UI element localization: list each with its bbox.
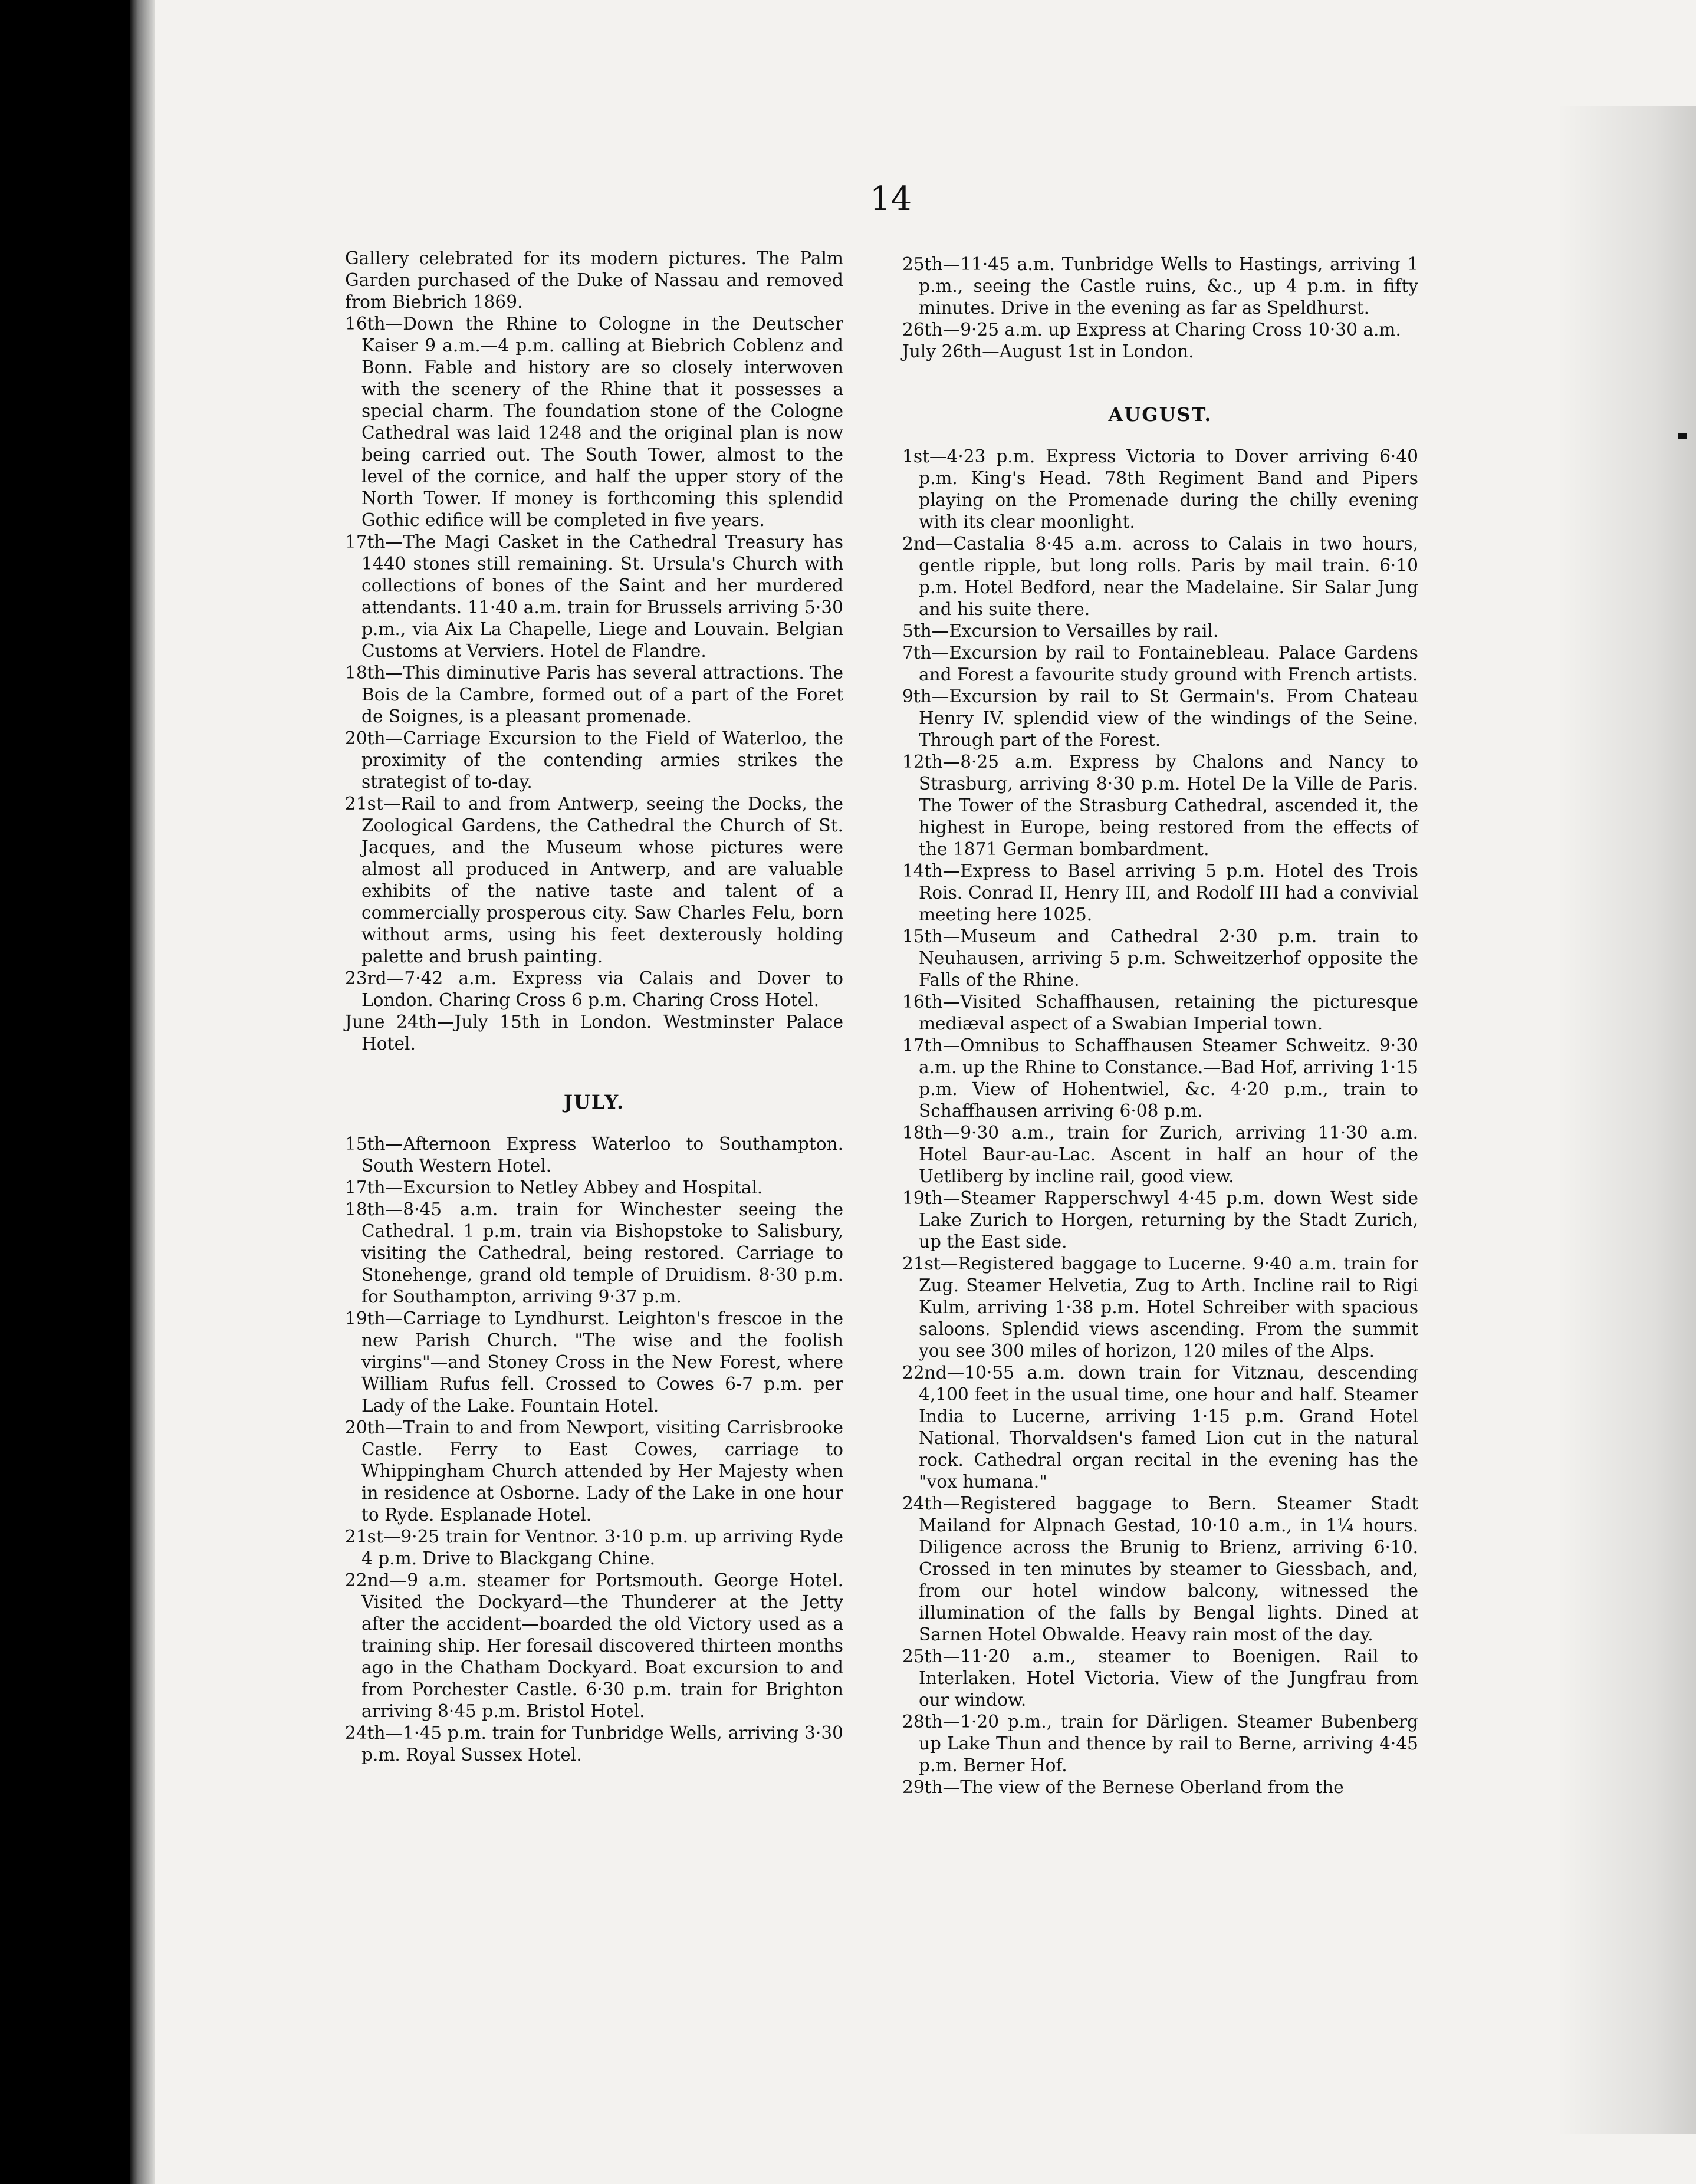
diary-entry-august-2: 2nd—Castalia 8·45 a.m. across to Calais in two hours, gentle ripple, but long rolls. Paris by mail train. 6·10 p.m. Hotel Bedford, near the Madelaine. Sir Salar Jung and his suite there. — [902, 534, 1418, 619]
diary-entry-june-20: 20th—Carriage Excursion to the Field of Waterloo, the proximity of the contending armies strikes the strategist of to-day. — [345, 728, 843, 792]
diary-entry-july-26-london: July 26th—August 1st in London. — [902, 341, 1194, 361]
section-heading-july: JULY. — [563, 1091, 625, 1113]
diary-entry-july-24: 24th—1·45 p.m. train for Tunbridge Wells, arriving 3·30 p.m. Royal Sussex Hotel. — [345, 1723, 843, 1765]
diary-entry-june-23: 23rd—7·42 a.m. Express via Calais and Dover to London. Charing Cross 6 p.m. Charing Cross Hotel. — [345, 968, 843, 1010]
diary-entry-august-28: 28th—1·20 p.m., train for Därligen. Steamer Bubenberg up Lake Thun and thence by rail to Berne, arriving 4·45 p.m. Berner Hof. — [902, 1712, 1418, 1775]
edge-mark — [1678, 433, 1687, 439]
diary-entry-june-16: 16th—Down the Rhine to Cologne in the Deutscher Kaiser 9 a.m.—4 p.m. calling at Biebrich Coblenz and Bonn. Fable and history are so closely interwoven with the scenery of the Rhine that it possesses a special charm. The foundation stone of the Cologne Cathedral was laid 1248 and the original plan is now being carried out. The South Tower, almost to the level of the cornice, and half the upper story of the North Tower. If money is forthcoming this splendid Gothic edifice will be completed in five years. — [345, 314, 843, 530]
diary-entry-july-18: 18th—8·45 a.m. train for Winchester seeing the Cathedral. 1 p.m. train via Bishopstoke to Salisbury, visiting the Cathedral, being restored. Carriage to Stonehenge, grand old temple of Druidism. 8·30 p.m. for Southampton, arriving 9·37 p.m. — [345, 1199, 843, 1307]
right-column — [902, 254, 1418, 1798]
left-column — [345, 248, 843, 1766]
binding-fold — [130, 0, 155, 2184]
diary-entry-august-15: 15th—Museum and Cathedral 2·30 p.m. train to Neuhausen, arriving 5 p.m. Schweitzerhof opposite the Falls of the Rhine. — [902, 926, 1418, 990]
diary-entry-july-20: 20th—Train to and from Newport, visiting Carrisbrooke Castle. Ferry to East Cowes, carriage to Whippingham Church attended by Her Majesty when in residence at Osborne. Lady of the Lake in one hour to Ryde. Esplanade Hotel. — [345, 1417, 843, 1525]
section-heading-august: AUGUST. — [1108, 403, 1212, 426]
diary-entry-july-17: 17th—Excursion to Netley Abbey and Hospital. — [345, 1177, 763, 1198]
diary-entry-august-24: 24th—Registered baggage to Bern. Steamer Stadt Mailand for Alpnach Gestad, 10·10 a.m., in 1¼ hours. Diligence across the Brunig to Brienz, arriving 6·10. Crossed in ten minutes by steamer to Giessbach, and, from our hotel window balcony, witnessed the illumination of the falls by Bengal lights. Dined at Sarnen Hotel Obwalde. Heavy rain most of the day. — [902, 1494, 1418, 1644]
diary-entry-august-19: 19th—Steamer Rapperschwyl 4·45 p.m. down West side Lake Zurich to Horgen, returning by the Stadt Zurich, up the East side. — [902, 1188, 1418, 1252]
diary-entry-august-5: 5th—Excursion to Versailles by rail. — [902, 621, 1219, 641]
diary-entry-july-26: 26th—9·25 a.m. up Express at Charing Cross 10·30 a.m. — [902, 320, 1401, 340]
diary-entry-august-22: 22nd—10·55 a.m. down train for Vitznau, descending 4,100 feet in the usual time, one hour and half. Steamer India to Lucerne, arriving 1·15 p.m. Grand Hotel National. Thorvaldsen's famed Lion cut in the natural rock. Cathedral organ recital in the evening has the "vox humana." — [902, 1363, 1418, 1492]
diary-entry-august-14: 14th—Express to Basel arriving 5 p.m. Hotel des Trois Rois. Conrad II, Henry III, and Rodolf III had a convivial meeting here 1025. — [902, 861, 1418, 925]
diary-entry-june-21: 21st—Rail to and from Antwerp, seeing the Docks, the Zoological Gardens, the Cathedral the Church of St. Jacques, and the Museum whose pictures were almost all produced in Antwerp, and are valuable exhibits of the native taste and talent of a commercially prosperous city. Saw Charles Felu, born without arms, using his feet dexterously holding palette and brush painting. — [345, 794, 843, 966]
diary-entry-august-7: 7th—Excursion by rail to Fontainebleau. Palace Gardens and Forest a favourite study ground with French artists. — [902, 643, 1418, 685]
diary-entry-august-1: 1st—4·23 p.m. Express Victoria to Dover arriving 6·40 p.m. King's Head. 78th Regiment Band and Pipers playing on the Promenade during the chilly evening with its clear moonlight. — [902, 446, 1418, 532]
diary-entry-august-9: 9th—Excursion by rail to St Germain's. From Chateau Henry IV. splendid view of the windings of the Seine. Through part of the Forest. — [902, 686, 1418, 750]
diary-entry-july-21: 21st—9·25 train for Ventnor. 3·10 p.m. up arriving Ryde 4 p.m. Drive to Blackgang Chine. — [345, 1527, 843, 1568]
diary-entry-august-29: 29th—The view of the Bernese Oberland from the — [902, 1777, 1344, 1797]
diary-entry-july-22: 22nd—9 a.m. steamer for Portsmouth. George Hotel. Visited the Dockyard—the Thunderer at the Jetty after the accident—boarded the old Victory used as a training ship. Her foresail discovered thirteen months ago in the Chatham Dockyard. Boat excursion to and from Porchester Castle. 6·30 p.m. train for Brighton arriving 8·45 p.m. Bristol Hotel. — [345, 1570, 843, 1721]
intro-continued: Gallery celebrated for its modern pictures. The Palm Garden purchased of the Duke of Nassau and removed from Biebrich 1869. — [345, 248, 843, 312]
page-number: 14 — [870, 180, 912, 218]
diary-entry-july-15: 15th—Afternoon Express Waterloo to Southampton. South Western Hotel. — [345, 1134, 843, 1176]
diary-entry-august-16: 16th—Visited Schaffhausen, retaining the picturesque mediæval aspect of a Swabian Imperial town. — [902, 992, 1418, 1034]
page-shadow — [1557, 106, 1696, 2134]
diary-entry-june-18: 18th—This diminutive Paris has several attractions. The Bois de la Cambre, formed out of a part of the Foret de Soignes, is a pleasant promenade. — [345, 663, 843, 726]
diary-entry-july-19: 19th—Carriage to Lyndhurst. Leighton's frescoe in the new Parish Church. "The wise and the foolish virgins"—and Stoney Cross in the New Forest, where William Rufus fell. Crossed to Cowes 6-7 p.m. per Lady of the Lake. Fountain Hotel. — [345, 1308, 843, 1416]
diary-entry-june-17: 17th—The Magi Casket in the Cathedral Treasury has 1440 stones still remaining. St. Ursula's Church with collections of bones of the Saint and her murdered attendants. 11·40 a.m. train for Brussels arriving 5·30 p.m., via Aix La Chapelle, Liege and Louvain. Belgian Customs at Verviers. Hotel de Flandre. — [345, 532, 843, 661]
diary-entry-august-21: 21st—Registered baggage to Lucerne. 9·40 a.m. train for Zug. Steamer Helvetia, Zug to Arth. Incline rail to Rigi Kulm, arriving 1·38 p.m. Hotel Schreiber with spacious saloons. Splendid views ascending. From the summit you see 300 miles of horizon, 120 miles of the Alps. — [902, 1254, 1418, 1361]
diary-entry-august-25: 25th—11·20 a.m., steamer to Boenigen. Rail to Interlaken. Hotel Victoria. View of the Jungfrau from our window. — [902, 1646, 1418, 1710]
diary-entry-august-17: 17th—Omnibus to Schaffhausen Steamer Schweitz. 9·30 a.m. up the Rhine to Constance.—Bad Hof, arriving 1·15 p.m. View of Hohentwiel, &c. 4·20 p.m., train to Schaffhausen arriving 6·08 p.m. — [902, 1035, 1418, 1121]
document-page — [130, 0, 1696, 2184]
diary-entry-june-24: June 24th—July 15th in London. Westminster Palace Hotel. — [345, 1012, 843, 1054]
diary-entry-july-25: 25th—11·45 a.m. Tunbridge Wells to Hastings, arriving 1 p.m., seeing the Castle ruins, &c., up 4 p.m. in fifty minutes. Drive in the evening as far as Speldhurst. — [902, 254, 1418, 318]
diary-entry-august-18: 18th—9·30 a.m., train for Zurich, arriving 11·30 a.m. Hotel Baur-au-Lac. Ascent in half an hour of the Uetliberg by incline rail, good view. — [902, 1123, 1418, 1186]
diary-entry-august-12: 12th—8·25 a.m. Express by Chalons and Nancy to Strasburg, arriving 8·30 p.m. Hotel De la Ville de Paris. The Tower of the Strasburg Cathedral, ascended it, the highest in Europe, being restored from the effects of the 1871 German bombardment. — [902, 752, 1418, 859]
